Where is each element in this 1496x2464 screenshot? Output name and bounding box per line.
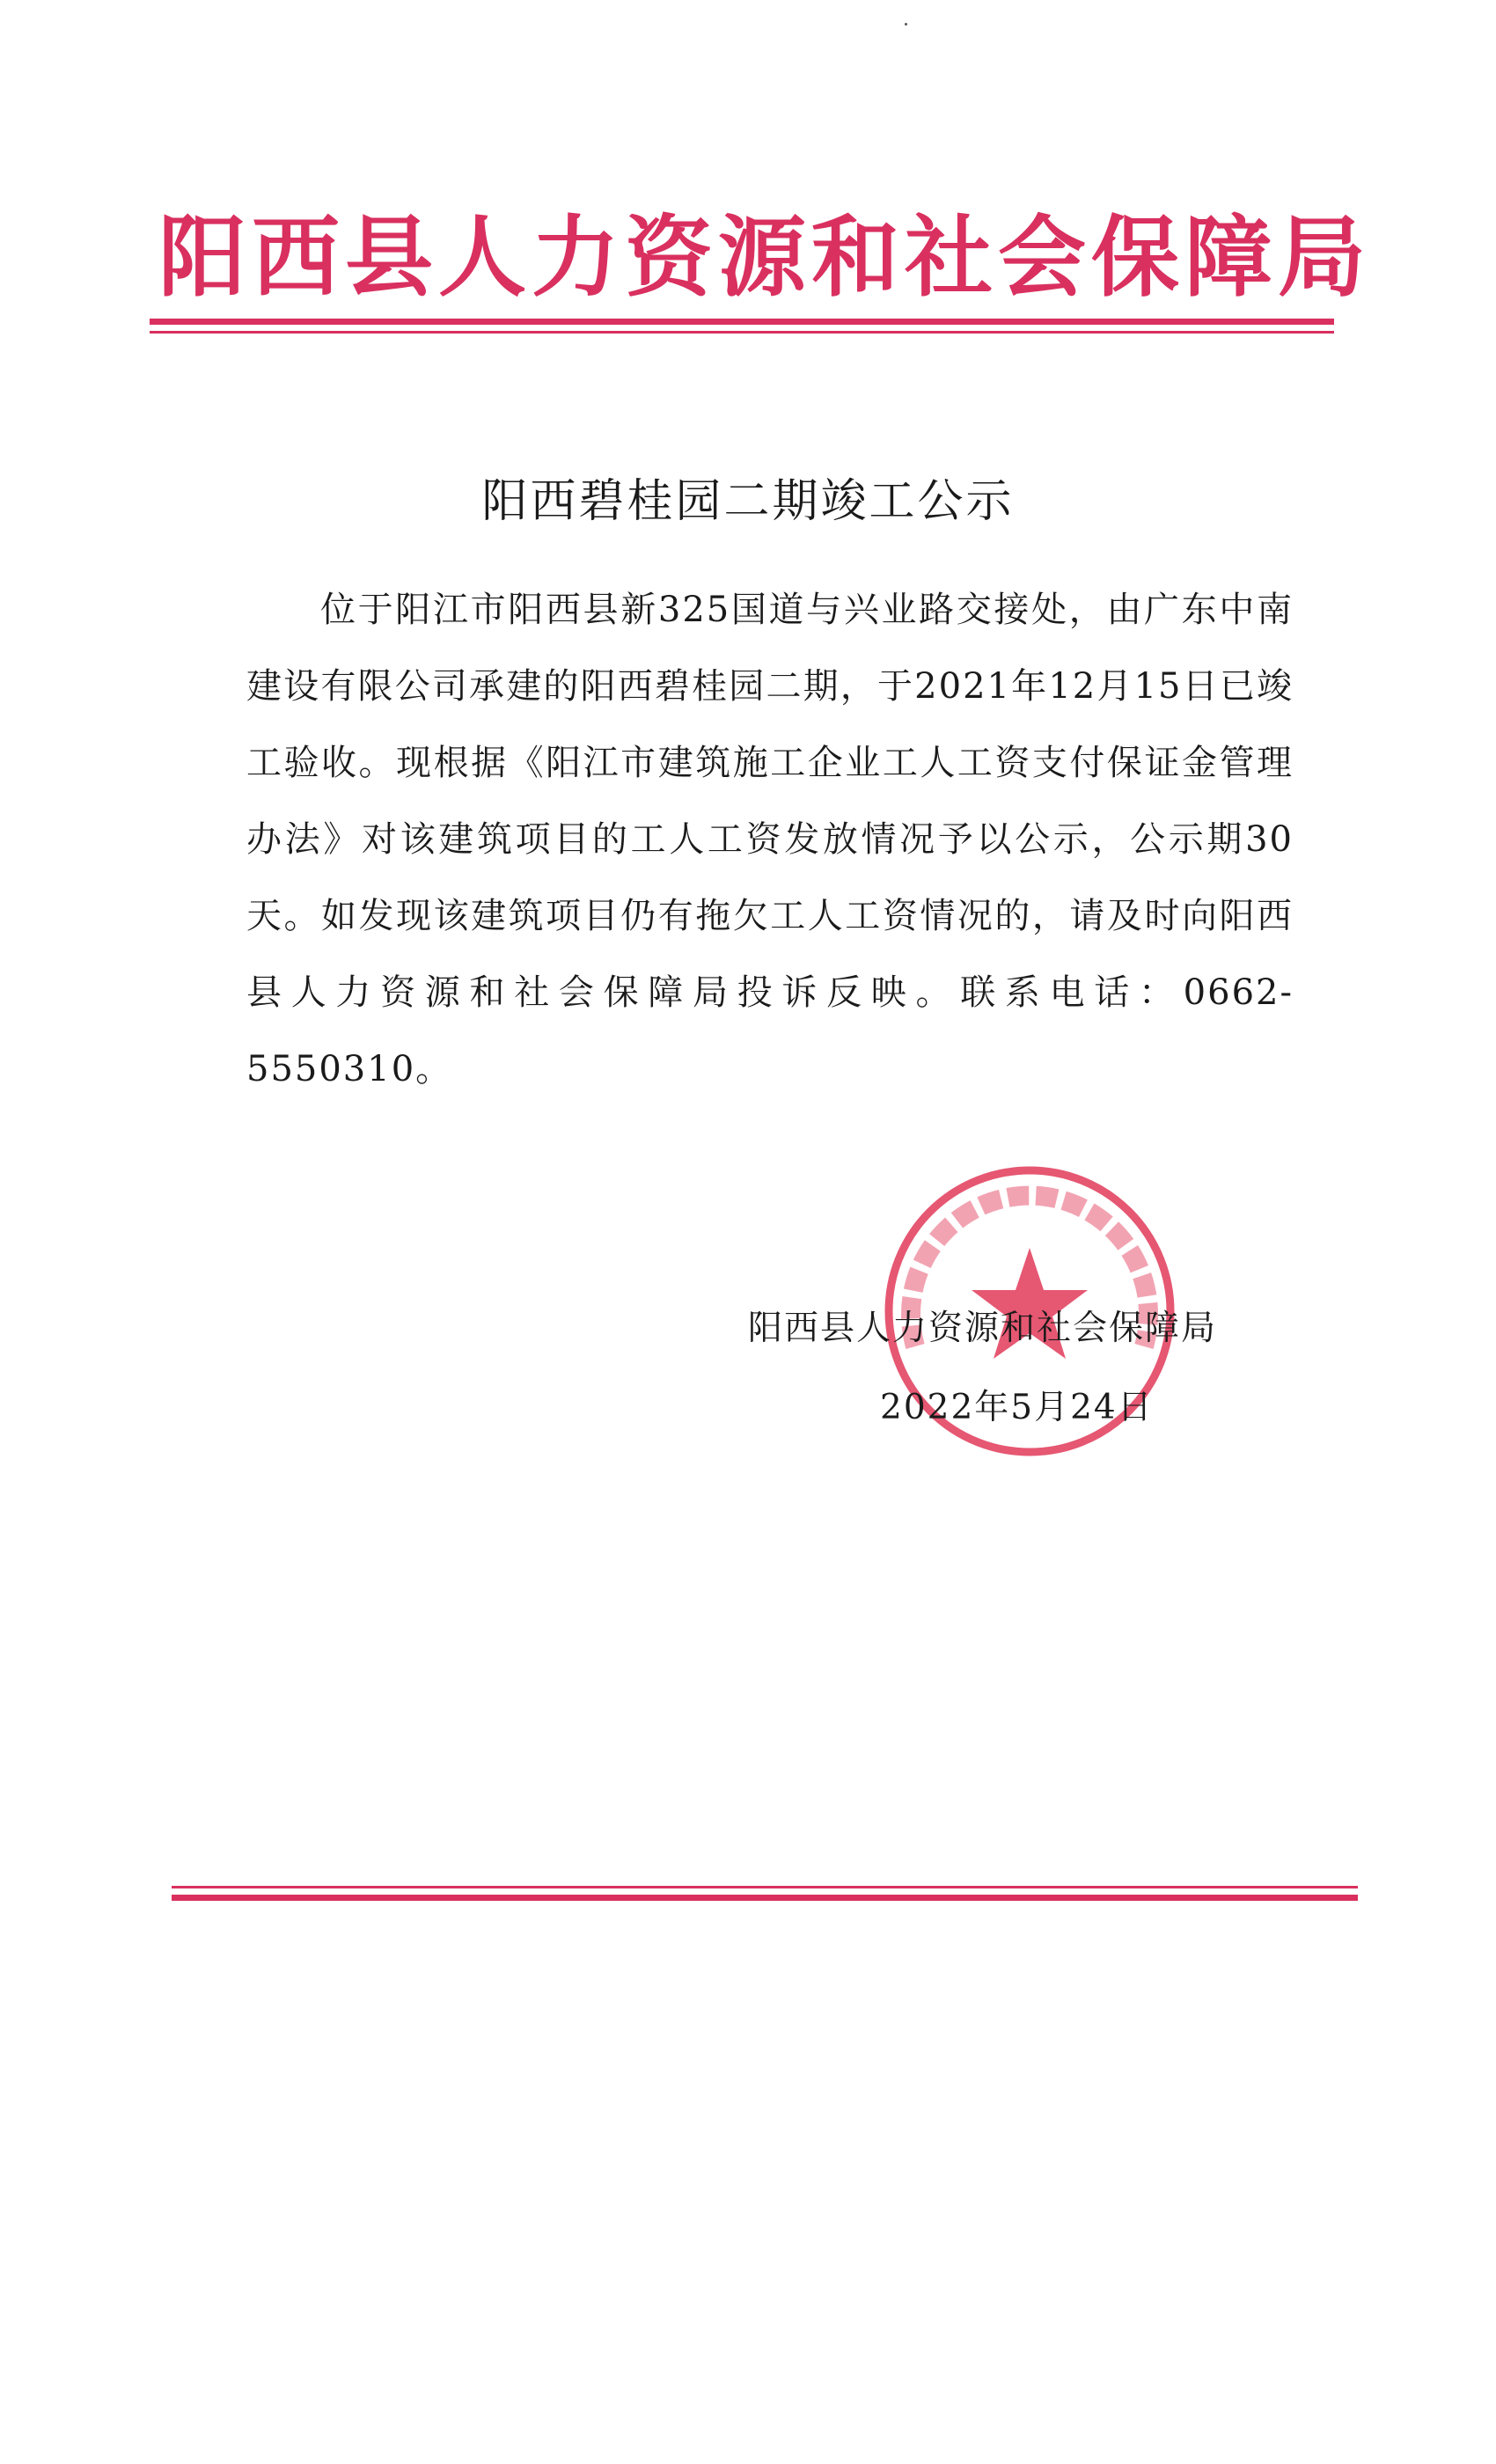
scan-speck <box>905 23 907 26</box>
signature-date: 2022年5月24日 <box>880 1388 1154 1427</box>
letterhead-title: 阳西县人力资源和社会保障局 <box>158 205 1371 309</box>
footer-rule-thin <box>172 1886 1358 1888</box>
notice-title: 阳西碧桂园二期竣工公示 <box>481 475 1015 528</box>
letterhead-rule-thick <box>150 319 1334 325</box>
signature-organization: 阳西县人力资源和社会保障局 <box>748 1309 1218 1348</box>
footer-rule-thick <box>172 1895 1358 1901</box>
notice-body: 位于阳江市阳西县新325国道与兴业路交接处，由广东中南建设有限公司承建的阳西碧桂园二期，于2021年12月15日已竣工验收。现根据《阳江市建筑施工企业工人工资支付保证金管理办法》对该建筑项目的工人工资发放情况予以公示，公示期30天。如发现该建筑项目仍有拖欠工人工资情况的，请及时向阳西县人力资源和社会保障局投诉反映。联系电话：0662-5550310。 <box>246 590 1294 1089</box>
letterhead-rule-thin <box>150 331 1334 334</box>
